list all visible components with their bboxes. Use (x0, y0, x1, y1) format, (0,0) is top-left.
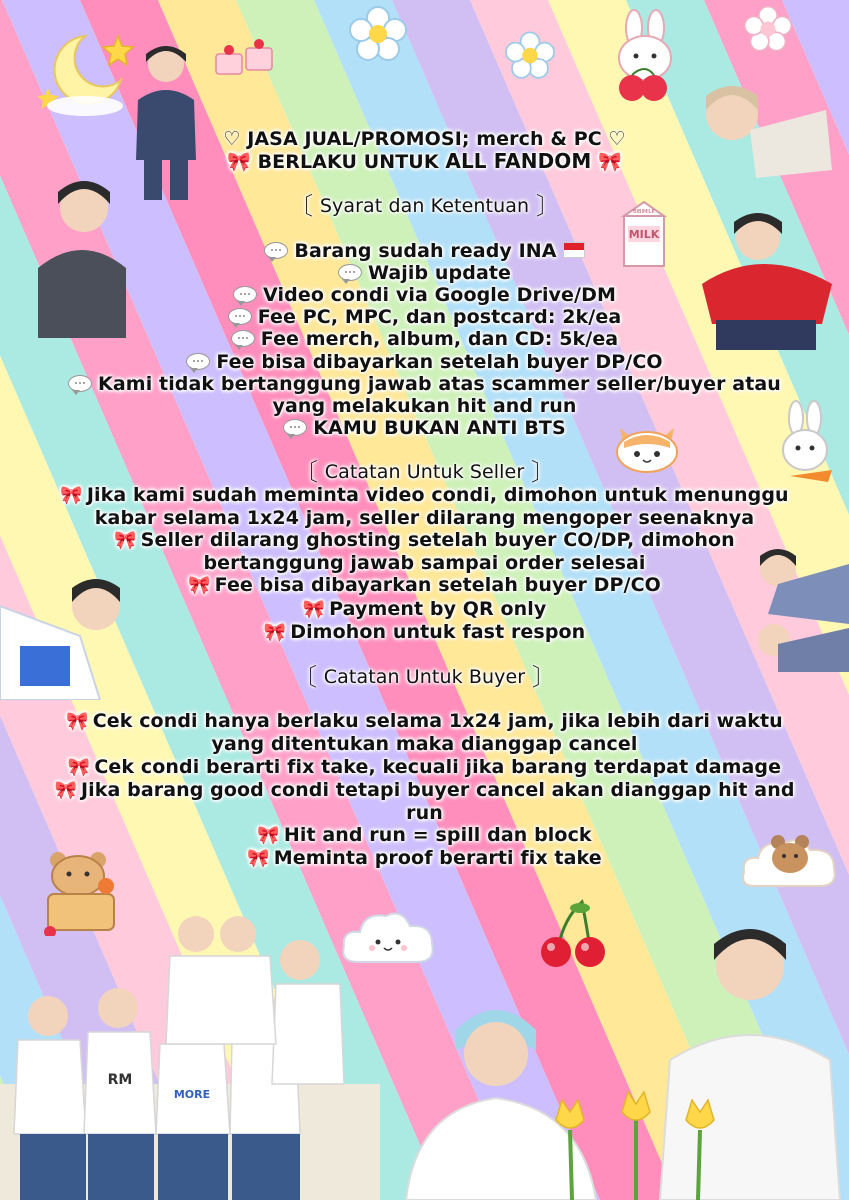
buyer-item-text: Meminta proof berarti fix take (273, 847, 602, 870)
syarat-item (0, 262, 849, 284)
seller-item-continued: kabar selama 1x24 jam, seller dilarang mengoper seenaknya (94, 506, 755, 529)
cherry-icon (534, 898, 610, 970)
bunny-cherry-icon (600, 8, 690, 103)
ribbon-icon: 🎀 (257, 825, 280, 847)
syarat-item (0, 373, 849, 395)
ribbon-icon: 🎀 (247, 848, 270, 870)
seller-title-text: Catatan Untuk Seller (324, 461, 525, 484)
seller-item (0, 598, 849, 621)
buyer-item-text: Jika barang good condi tetapi buyer cancel akan dianggap hit and (80, 778, 795, 801)
syarat-title-text: Syarat dan Ketentuan (319, 195, 530, 218)
buyer-title-text: Catatan Untuk Buyer (323, 666, 526, 689)
ribbon-icon: 🎀 (114, 530, 137, 552)
header-subtitle (0, 150, 849, 173)
bracket-right-icon: 〕 (530, 458, 556, 487)
flower-icon (738, 4, 798, 54)
header-subtitle-suffix: 🎀 (591, 151, 622, 174)
syarat-item-text: Fee merch, album, dan CD: 5k/ea (260, 328, 619, 351)
shirt-print-rm: RM (107, 1072, 133, 1088)
ribbon-icon: 🎀 (60, 484, 83, 506)
cake-icon (212, 36, 276, 82)
buyer-title (0, 663, 849, 692)
syarat-title (0, 192, 849, 221)
header-subtitle-prefix: 🎀 BERLAKU UNTUK (227, 151, 446, 174)
syarat-item (0, 284, 849, 306)
milk-label: MILK (628, 228, 660, 241)
group-photo-bottom-left (0, 904, 380, 1200)
ribbon-icon: 🎀 (263, 621, 287, 643)
seller-item-continued: bertanggung jawab sampai order selesai (203, 552, 646, 575)
buyer-item-text: Cek condi berarti fix take, kecuali jika barang terdapat damage (94, 755, 782, 778)
seller-item-text: Fee bisa dibayarkan setelah buyer DP/CO (214, 574, 661, 597)
bracket-left-icon: 〔 (293, 458, 319, 487)
syarat-item-text: Barang sudah ready INA (294, 239, 557, 262)
buyer-item (0, 779, 849, 802)
buyer-item-text: Hit and run = spill dan block (283, 824, 592, 847)
seller-item-text: Payment by QR only (329, 597, 547, 620)
speech-bubble-icon (68, 375, 92, 392)
bracket-right-icon: 〕 (531, 663, 557, 692)
buyer-item-continued: yang ditentukan maka dianggap cancel (211, 733, 638, 756)
seller-item (0, 621, 849, 644)
buyer-item (0, 847, 849, 870)
syarat-item-text: Wajib update (367, 261, 512, 284)
seller-item (0, 484, 849, 507)
milk-small-label: BIBIMILK (633, 209, 655, 215)
flower-icon (500, 28, 560, 83)
speech-bubble-icon (228, 308, 252, 325)
ribbon-icon: 🎀 (54, 779, 77, 801)
indonesia-flag-icon (563, 242, 585, 258)
buyer-item (0, 756, 849, 779)
bracket-left-icon: 〔 (292, 663, 318, 692)
speech-bubble-icon (264, 242, 288, 259)
seller-title (0, 458, 849, 487)
syarat-item-continued: yang melakukan hit and run (272, 395, 577, 418)
flower-icon (343, 4, 413, 64)
syarat-item-text: KAMU BUKAN ANTI BTS (313, 417, 566, 440)
seller-item (0, 574, 849, 597)
syarat-item (0, 417, 849, 439)
syarat-item-text: Fee PC, MPC, dan postcard: 2k/ea (257, 306, 622, 329)
seller-item-text: Dimohon untuk fast respon (290, 620, 586, 643)
speech-bubble-icon (338, 264, 362, 281)
buyer-item (0, 710, 849, 733)
syarat-item-text: Video condi via Google Drive/DM (263, 284, 616, 307)
rules-content (0, 128, 849, 871)
seller-item-text: Seller dilarang ghosting setelah buyer CO/DP, dimohon (140, 529, 735, 552)
bracket-left-icon: 〔 (289, 192, 314, 221)
syarat-item (0, 351, 849, 373)
syarat-item (0, 240, 849, 262)
moon-star-icon (30, 28, 140, 118)
header-subtitle-emphasis: ALL FANDOM (445, 149, 592, 174)
syarat-item (0, 306, 849, 328)
seller-item (0, 529, 849, 552)
shirt-print-more: MORE (173, 1088, 211, 1101)
ribbon-icon: 🎀 (188, 575, 211, 597)
ribbon-icon: 🎀 (66, 711, 89, 733)
speech-bubble-icon (233, 286, 257, 303)
syarat-item-text: Fee bisa dibayarkan setelah buyer DP/CO (216, 350, 663, 373)
speech-bubble-icon (283, 419, 307, 436)
tulip-icon (540, 1090, 730, 1200)
buyer-item-continued: run (406, 802, 443, 825)
speech-bubble-icon (186, 353, 210, 370)
bracket-right-icon: 〕 (535, 192, 560, 221)
ribbon-icon: 🎀 (302, 598, 326, 620)
buyer-item-text: Cek condi hanya berlaku selama 1x24 jam, jika lebih dari waktu (92, 710, 783, 733)
syarat-item (0, 328, 849, 350)
seller-item-text: Jika kami sudah meminta video condi, dimohon untuk menunggu (86, 483, 789, 506)
buyer-item (0, 824, 849, 847)
header-title: ♡ JASA JUAL/PROMOSI; merch & PC ♡ (223, 128, 626, 150)
speech-bubble-icon (231, 330, 255, 347)
ribbon-icon: 🎀 (67, 756, 91, 778)
syarat-item-text: Kami tidak bertanggung jawab atas scammer seller/buyer atau (98, 372, 781, 395)
